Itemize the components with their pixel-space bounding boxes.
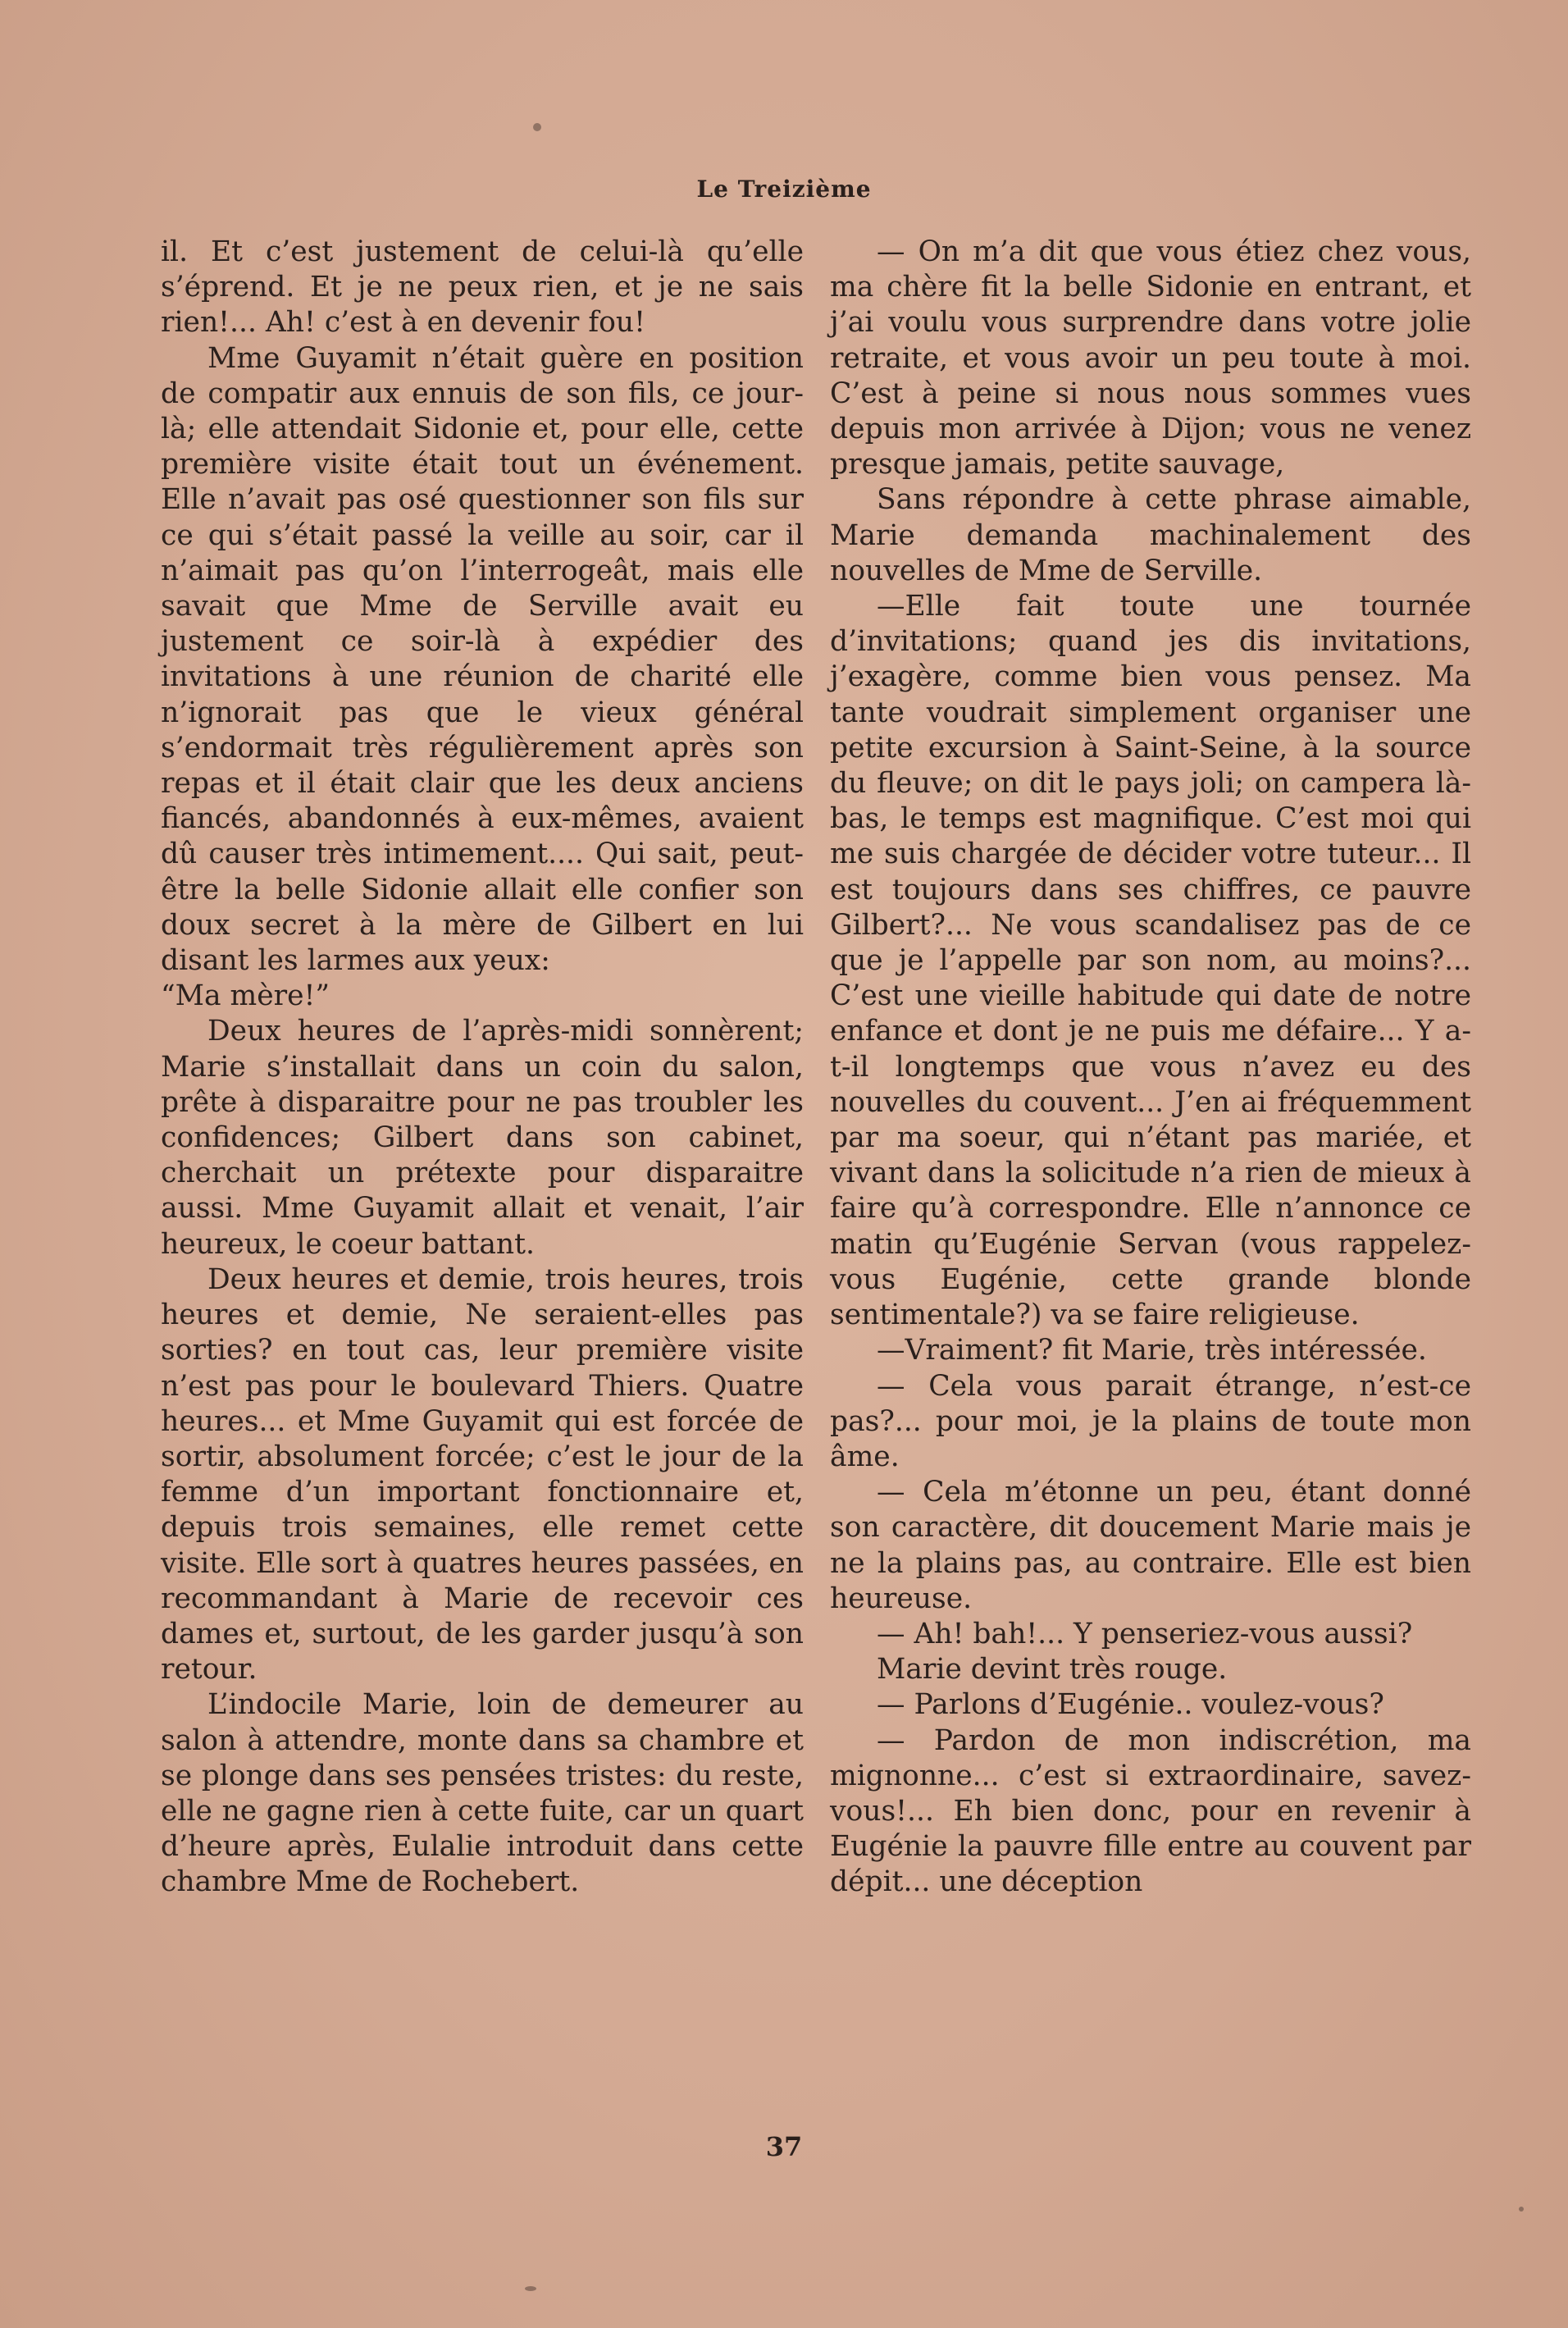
paragraph: — Parlons d’Eugénie.. voulez-vous?: [877, 1688, 1384, 1722]
paragraph: —Elle fait toute une tournée d’invitations; quand jes dis invitations, j’exagère, comme bien vous pensez. Ma tante voudrait simplement organiser une petite excursion à Saint-Seine, à la source du fleuve; on dit le pays joli; on campera là-bas, le temps est magnifique. C’est moi qui me suis chargée de décider votre tuteur... Il est toujours dans ses chiffres, ce pauvre Gilbert?... Ne vous scandalisez pas de ce que je l’appelle par son nom, au moins?... C’est une vieille habitude qui date de notre enfance et dont je ne puis me défaire... Y a-t-il longtemps que vous n’avez eu des nouvelles du couvent... J’en ai fréquemment par ma soeur, qui n’étant pas mariée, et vivant dans la solicitude n’a rien de mieux à faire qu’à correspondre. Elle n’annonce ce matin qu’Eugénie Servan (vous rappelez-vous Eugénie, cette grande blonde sentimentale?) va se faire religieuse.: [830, 590, 1471, 1332]
page-number: 37: [765, 2131, 803, 2162]
paragraph: —Vraiment? fit Marie, très intéressée.: [877, 1334, 1427, 1367]
paragraph: — On m’a dit que vous étiez chez vous, ma chère fit la belle Sidonie en entrant, et j’ai voulu vous surprendre dans votre jolie retraite, et vous avoir un peu toute à moi. C’est à peine si nous nous sommes vues depuis mon arrivée à Dijon; vous ne venez presque jamais, petite sauvage,: [830, 235, 1471, 482]
paragraph: L’indocile Marie, loin de demeurer au salon à attendre, monte dans sa chambre et se plonge dans ses pensées tristes: du reste, elle ne gagne rien à cette fuite, car un quart d’heure après, Eulalie introduit dans cette chambre Mme de Rochebert.: [161, 1688, 804, 1899]
paper-speck: [533, 123, 541, 131]
paragraph: Sans répondre à cette phrase aimable, Marie demanda machinalement des nouvelles de Mme de Serville.: [830, 483, 1471, 587]
paragraph: — Pardon de mon indiscrétion, ma mignonne... c’est si extraordinaire, savez-vous!... Eh bien donc, pour en revenir à Eugénie la pauvre fille entre au couvent par dépit... une déception: [830, 1723, 1471, 1899]
left-column: [161, 235, 804, 1901]
paragraph: il. Et c’est justement de celui-là qu’elle s’éprend. Et je ne peux rien, et je ne sais rien!... Ah! c’est à en devenir fou!: [161, 235, 804, 340]
right-column: [830, 235, 1471, 1901]
running-title: Le Treizième: [696, 176, 872, 203]
paragraph: — Cela m’étonne un peu, étant donné son caractère, dit doucement Marie mais je ne la plains pas, au contraire. Elle est bien heureuse.: [830, 1476, 1471, 1615]
paragraph: Mme Guyamit n’était guère en position de compatir aux ennuis de son fils, ce jour-là; elle attendait Sidonie et, pour elle, cette première visite était tout un événement. Elle n’avait pas osé questionner son fils sur ce qui s’était passé la veille au soir, car il n’aimait pas qu’on l’interrogeât, mais elle savait que Mme de Serville avait eu justement ce soir-là à expédier des invitations à une réunion de charité elle n’ignorait pas que le vieux général s’endormait très régulièrement après son repas et il était clair que les deux anciens fiancés, abandonnés à eux-mêmes, avaient dû causer très intimement.... Qui sait, peut-être la belle Sidonie allait elle confier son doux secret à la mère de Gilbert en lui disant les larmes aux yeux:: [161, 341, 804, 978]
paragraph: — Ah! bah!... Y penseriez-vous aussi?: [877, 1617, 1413, 1650]
paper-speck: [1519, 2207, 1524, 2212]
paragraph: “Ma mère!”: [161, 979, 330, 1013]
paragraph: Marie devint très rouge.: [877, 1653, 1228, 1687]
paragraph: Deux heures de l’après-midi sonnèrent; Marie s’installait dans un coin du salon, prête à disparaitre pour ne pas troubler les confidences; Gilbert dans son cabinet, cherchait un prétexte pour disparaitre aussi. Mme Guyamit allait et venait, l’air heureux, le coeur battant.: [161, 1015, 804, 1261]
paragraph: Deux heures et demie, trois heures, trois heures et demie, Ne seraient-elles pas sorties? en tout cas, leur première visite n’est pas pour le boulevard Thiers. Quatre heures... et Mme Guyamit qui est forcée de sortir, absolument forcée; c’est le jour de la femme d’un important fonctionnaire et, depuis trois semaines, elle remet cette visite. Elle sort à quatres heures passées, en recommandant à Marie de recevoir ces dames et, surtout, de les garder jusqu’à son retour.: [161, 1262, 804, 1687]
paper-speck: [525, 2286, 536, 2291]
paragraph: — Cela vous parait étrange, n’est-ce pas?... pour moi, je la plains de toute mon âme.: [830, 1369, 1471, 1473]
